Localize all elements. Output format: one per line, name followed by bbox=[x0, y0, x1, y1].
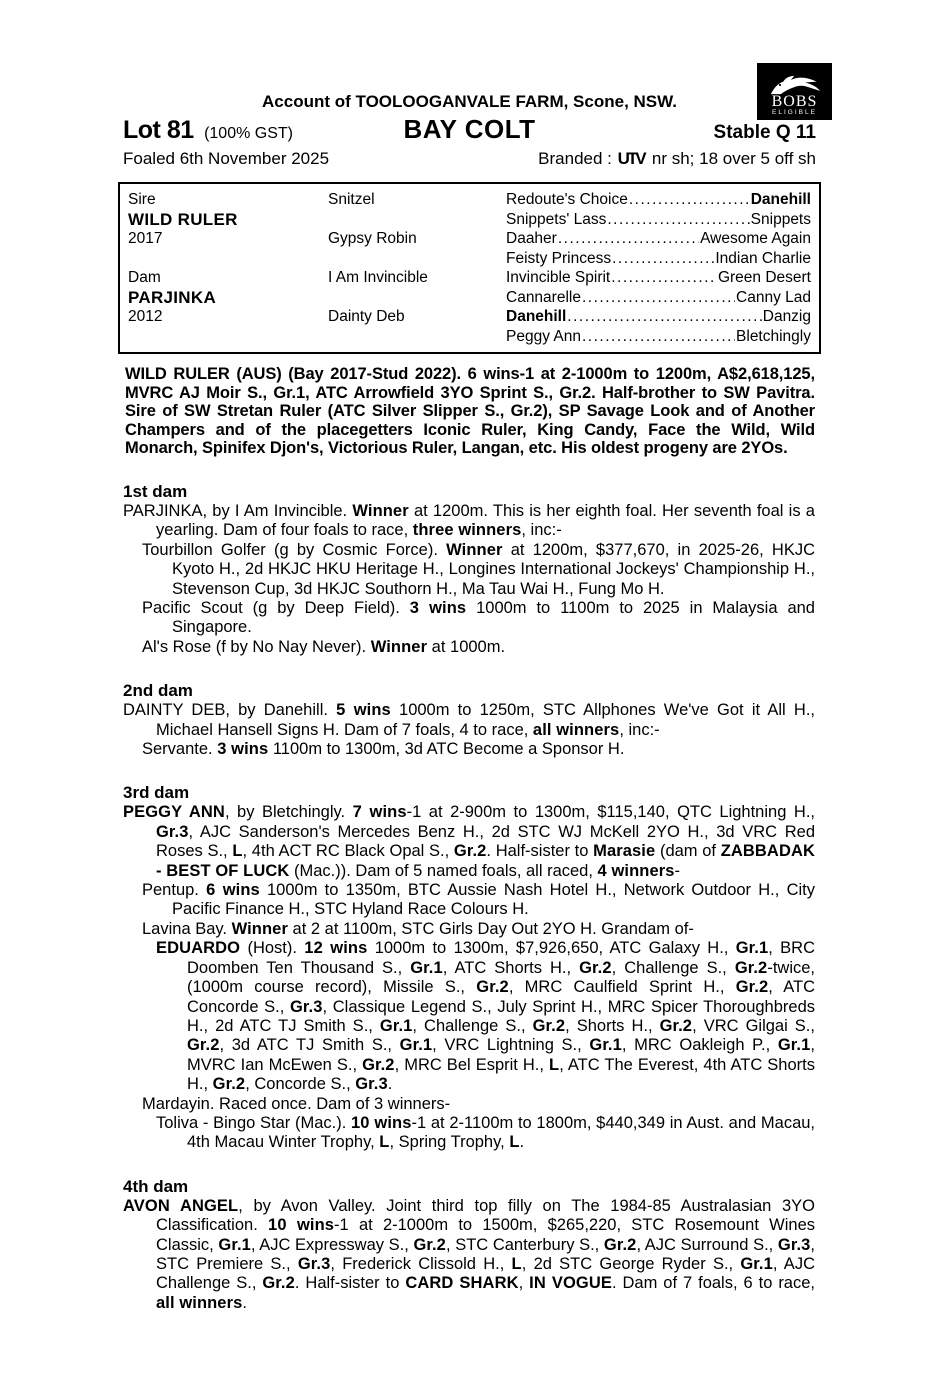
progeny-paragraph: EDUARDO (Host). 12 wins 1000m to 1300m, $7,926,650, ATC Galaxy H., Gr.1, BRC Doomben Ten Thousand S., Gr.1, ATC Shorts H., Gr.2, Challenge S., Gr.2-twice, (1000m course record), Missile S., Gr.2, MRC Caulfield Sprint H., Gr.2, ATC Concorde S., Gr.3, Classique Legend S., July Sprint H., MRC Spicer Thoroughbreds H., 2d ATC TJ Smith S., Gr.1, Challenge S., Gr.2, Shorts H., Gr.2, VRC Gilgai S., Gr.2, 3d ATC TJ Smith S., Gr.1, VRC Lightning S., Gr.1, MRC Oakleigh P., Gr.1, MVRC Ian McEwen S., Gr.2, MRC Bel Esprit H., L, ATC The Everest, 4th ATC Shorts H., Gr.2, Concorde S., Gr.3. bbox=[156, 939, 816, 1094]
section-2nd-dam bbox=[118, 681, 821, 759]
ancestor-row: Snippets' Lass ..... Snippets bbox=[506, 210, 811, 230]
progeny-paragraph: Lavina Bay. Winner at 2 at 1100m, STC Girls Day Out 2YO H. Grandam of- bbox=[142, 919, 694, 938]
progeny-paragraph: Toliva - Bingo Star (Mac.). 10 wins-1 at 2-1100m to 1800m, $440,349 in Aust. and Macau, 4th Macau Winter Trophy, L, Spring Trophy, L. bbox=[156, 1113, 816, 1152]
granddam-sire-side: Gypsy Robin bbox=[328, 230, 417, 247]
progeny-paragraph: Servante. 3 wins 1100m to 1300m, 3d ATC Become a Sponsor H. bbox=[142, 740, 625, 759]
section-heading: 2nd dam bbox=[123, 681, 193, 701]
gst-note: (100% GST) bbox=[204, 125, 293, 142]
dam-label: Dam bbox=[128, 269, 161, 286]
sire-label: Sire bbox=[128, 191, 156, 208]
section-heading: 1st dam bbox=[123, 481, 188, 501]
foaled-row bbox=[118, 149, 821, 169]
horse-description: BAY COLT bbox=[403, 114, 536, 144]
dam-paragraph: DAINTY DEB, by Danehill. 5 wins 1000m to 1250m, STC Allphones We've Got it All H., Michael Hansell Signs H. Dam of 7 foals, 4 to race, all winners, inc:- bbox=[123, 701, 815, 739]
account-line: Account of TOOLOOGANVALE FARM, Scone, NSW. bbox=[262, 92, 677, 111]
stable-number: Stable Q 11 bbox=[713, 122, 816, 143]
ancestor-row: Danehill ..... Danzig bbox=[506, 307, 811, 327]
progeny-paragraph: Pentup. 6 wins 1000m to 1350m, BTC Aussie Nash Hotel H., Network Outdoor H., City Pacific Finance H., STC Hyland Race Colours H. bbox=[142, 881, 815, 919]
pedigree-col-parents bbox=[128, 190, 328, 346]
brand-mark: UTV bbox=[617, 149, 645, 168]
ancestor-row: Feisty Princess ..... Indian Charlie bbox=[506, 249, 811, 269]
section-heading: 3rd dam bbox=[123, 783, 190, 803]
branded-info bbox=[538, 149, 816, 169]
progeny-paragraph: Al's Rose (f by No Nay Never). Winner at 1000m. bbox=[142, 637, 506, 656]
section-1st-dam bbox=[118, 482, 821, 657]
sire-name: WILD RULER bbox=[128, 209, 238, 229]
ancestor-row: Peggy Ann ..... Bletchingly bbox=[506, 327, 811, 347]
branded-prefix: Branded : bbox=[538, 149, 612, 168]
dam-name: PARJINKA bbox=[128, 287, 217, 307]
lot-number: Lot 81 bbox=[123, 116, 194, 144]
progeny-paragraph: Tourbillon Golfer (g by Cosmic Force). Winner at 1200m, $377,670, in 2025-26, HKJC Kyoto H., 2d HKJC HKU Heritage H., Longines International Jockeys' Championship H., Stevenson Cup, 3d HKJC Southorn H., Ma Tau Wai H., Fung Mo H. bbox=[142, 540, 815, 598]
foaled-date: Foaled 6th November 2025 bbox=[123, 149, 330, 168]
lot-row bbox=[118, 114, 821, 145]
granddam-dam-side: Dainty Deb bbox=[328, 308, 405, 325]
section-4th-dam bbox=[118, 1177, 821, 1313]
pedigree-table bbox=[118, 182, 821, 354]
bobs-logo-title: BOBS bbox=[771, 93, 818, 110]
dam-paragraph: PEGGY ANN, by Bletchingly. 7 wins-1 at 2-900m to 1300m, $115,140, QTC Lightning H., Gr.3, AJC Sanderson's Mercedes Benz H., 2d STC WJ McKell 2YO H., 3d VRC Red Roses S., L, 4th ACT RC Black Opal S., Gr.2. Half-sister to Marasie (dam of ZABBADAK - BEST OF LUCK (Mac.)). Dam of 5 named foals, all raced, 4 winners- bbox=[123, 803, 815, 880]
bobs-logo-subtitle: ELIGIBLE bbox=[772, 109, 817, 116]
grandsire-sire-side: Snitzel bbox=[328, 191, 375, 208]
ancestor-row: Daaher ..... Awesome Again bbox=[506, 229, 811, 249]
ancestor-row: Invincible Spirit ..... Green Desert bbox=[506, 268, 811, 288]
section-heading: 4th dam bbox=[123, 1176, 189, 1196]
pedigree-col-great-grandparents bbox=[506, 190, 811, 346]
section-3rd-dam bbox=[118, 783, 821, 1152]
branded-suffix: nr sh; 18 over 5 off sh bbox=[651, 149, 816, 168]
sire-year: 2017 bbox=[128, 230, 163, 247]
grandsire-dam-side: I Am Invincible bbox=[328, 269, 428, 286]
dam-paragraph: AVON ANGEL, by Avon Valley. Joint third top filly on The 1984-85 Australasian 3YO Classification. 10 wins-1 at 2-1000m to 1500m, $265,220, STC Rosemount Wines Classic, Gr.1, AJC Expressway S., Gr.2, STC Canterbury S., Gr.2, AJC Surround S., Gr.3, STC Premiere S., Gr.3, Frederick Clissold H., L, 2d STC George Ryder S., Gr.1, AJC Challenge S., Gr.2. Half-sister to CARD SHARK, IN VOGUE. Dam of 7 foals, 6 to race, all winners. bbox=[123, 1196, 816, 1312]
ancestor-row: Cannarelle ..... Canny Lad bbox=[506, 288, 811, 308]
ancestor-row: Redoute's Choice ..... Danehill bbox=[506, 190, 811, 210]
pedigree-col-grandparents bbox=[328, 190, 506, 346]
progeny-paragraph: Mardayin. Raced once. Dam of 3 winners- bbox=[142, 1094, 451, 1113]
progeny-paragraph: Pacific Scout (g by Deep Field). 3 wins 1000m to 1100m to 2025 in Malaysia and Singapore. bbox=[142, 599, 815, 637]
dam-paragraph: PARJINKA, by I Am Invincible. Winner at 1200m. This is her eighth foal. Her seventh foal is a yearling. Dam of four foals to race, three winners, inc:- bbox=[123, 501, 815, 540]
sire-summary: WILD RULER (AUS) (Bay 2017-Stud 2022). 6 wins-1 at 2-1000m to 1200m, A$2,618,125, MVRC AJ Moir S., Gr.1, ATC Arrowfield 3YO Sprint S., Gr.2. Half-brother to SW Pavitra. Sire of SW Stretan Ruler (ATC Silver Slipper S., Gr.2), SP Savage Look and of Another Champers and of the placegetters Iconic Ruler, King Candy, Face the Wild, Wild Monarch, Spinifex Djon's, Victorious Ruler, Langan, etc. His oldest progeny are 2YOs. bbox=[125, 365, 815, 458]
dam-year: 2012 bbox=[128, 308, 163, 325]
